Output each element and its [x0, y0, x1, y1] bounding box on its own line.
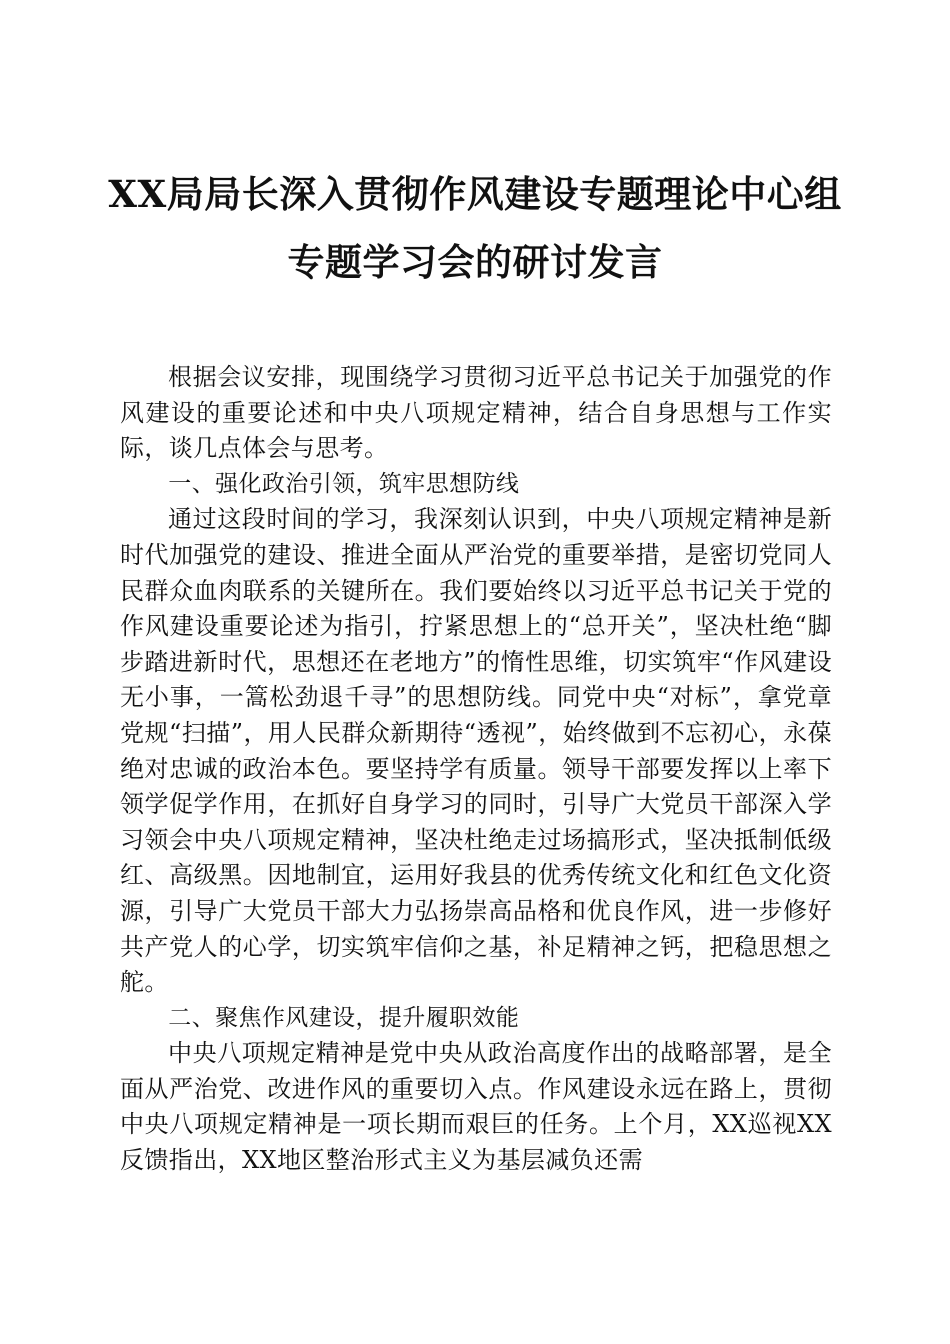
document-title-line-1: XX局局长深入贯彻作风建设专题理论中心组: [108, 172, 842, 216]
section-1-paragraph: 通过这段时间的学习，我深刻认识到，中央八项规定精神是新时代加强党的建设、推进全面从严治党的重要举措，是密切党同人民群众血肉联系的关键所在。我们要始终以习近平总书记关于党的作风建设重要论述为指引，拧紧思想上的“总开关”，坚决杜绝“脚步踏进新时代，思想还在老地方”的惰性思维，切实筑牢“作风建设无小事，一篙松劲退千寻”的思想防线。同党中央“对标”，拿党章党规“扫描”，用人民群众新期待“透视”，始终做到不忘初心，永葆绝对忠诚的政治本色。要坚持学有质量。领导干部要发挥以上率下领学促学作用，在抓好自身学习的同时，引导广大党员干部深入学习领会中央八项规定精神，坚决杜绝走过场搞形式，坚决抵制低级红、高级黑。因地制宜，运用好我县的优秀传统文化和红色文化资源，引导广大党员干部大力弘扬崇高品格和优良作风，进一步修好共产党人的心学，切实筑牢信仰之基，补足精神之钙，把稳思想之舵。: [120, 505, 832, 997]
section-2-heading: 二、聚焦作风建设，提升履职效能: [168, 1004, 520, 1031]
section-2-paragraph: 中央八项规定精神是党中央从政治高度作出的战略部署，是全面从严治党、改进作风的重要切入点。作风建设永远在路上，贯彻中央八项规定精神是一项长期而艰巨的任务。上个月，XX巡视XX反馈指出，XX地区整治形式主义为基层减负还需: [120, 1039, 832, 1175]
document-body: [120, 360, 832, 1179]
document-title-line-2: 专题学习会的研讨发言: [287, 240, 663, 284]
section-1-heading: 一、强化政治引领，筑牢思想防线: [168, 470, 520, 497]
intro-paragraph: 根据会议安排，现围绕学习贯彻习近平总书记关于加强党的作风建设的重要论述和中央八项规定精神，结合自身思想与工作实际，谈几点体会与思考。: [120, 363, 832, 463]
